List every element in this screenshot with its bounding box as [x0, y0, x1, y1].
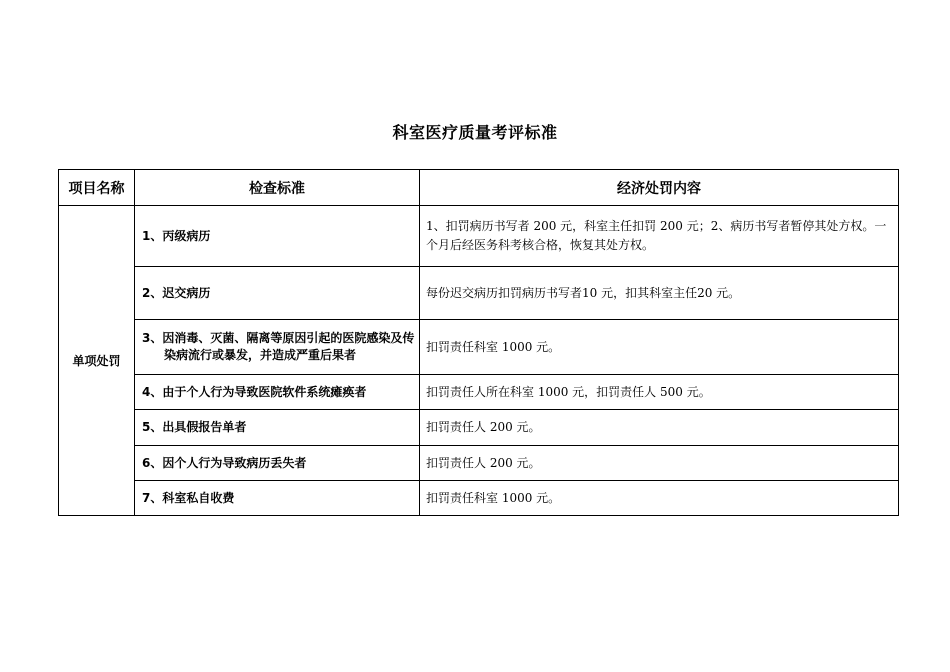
standard-cell: [135, 446, 420, 481]
table-row: [59, 410, 899, 446]
standard-text: 7、科室私自收费: [142, 490, 235, 505]
standard-cell: [135, 375, 420, 410]
standard-cell: [135, 410, 420, 446]
penalty-cell: 每份迟交病历扣罚病历书写者10 元，扣其科室主任20 元。: [420, 267, 899, 320]
standard-text: 4、由于个人行为导致医院软件系统瘫痪者: [142, 384, 367, 399]
table-header-row: [59, 170, 899, 206]
table-row: [59, 481, 899, 516]
category-cell: 单项处罚: [59, 206, 135, 516]
header-check-standard: 检查标准: [135, 170, 420, 206]
table-row: [59, 446, 899, 481]
standard-text: 2、迟交病历: [142, 285, 211, 300]
penalty-cell: 1、扣罚病历书写者 200 元，科室主任扣罚 200 元；2、病历书写者暂停其处方权。一个月后经医务科考核合格，恢复其处方权。: [420, 206, 899, 267]
standard-cell: [135, 481, 420, 516]
standard-text: 6、因个人行为导致病历丢失者: [142, 455, 307, 470]
standard-cell: [135, 320, 420, 375]
table-row: [59, 375, 899, 410]
penalty-cell: 扣罚责任人 200 元。: [420, 446, 899, 481]
standard-text: 5、出具假报告单者: [142, 420, 247, 434]
standard-text: 3、因消毒、灭菌、隔离等原因引起的医院感染及传染病流行或暴发，并造成严重后果者: [142, 331, 415, 362]
penalty-cell: 扣罚责任科室 1000 元。: [420, 320, 899, 375]
page-title: 科室医疗质量考评标准: [392, 123, 558, 142]
penalty-cell: 扣罚责任人所在科室 1000 元，扣罚责任人 500 元。: [420, 375, 899, 410]
table-row: [59, 267, 899, 320]
standard-cell: [135, 206, 420, 267]
table-row: [59, 320, 899, 375]
table-row: [59, 206, 899, 267]
header-project-name: 项目名称: [59, 170, 135, 206]
penalty-cell: 扣罚责任人 200 元。: [420, 410, 899, 446]
evaluation-table: [58, 169, 899, 516]
penalty-cell: 扣罚责任科室 1000 元。: [420, 481, 899, 516]
standard-text: 1、丙级病历: [142, 228, 211, 243]
standard-cell: [135, 267, 420, 320]
header-penalty: 经济处罚内容: [420, 170, 899, 206]
